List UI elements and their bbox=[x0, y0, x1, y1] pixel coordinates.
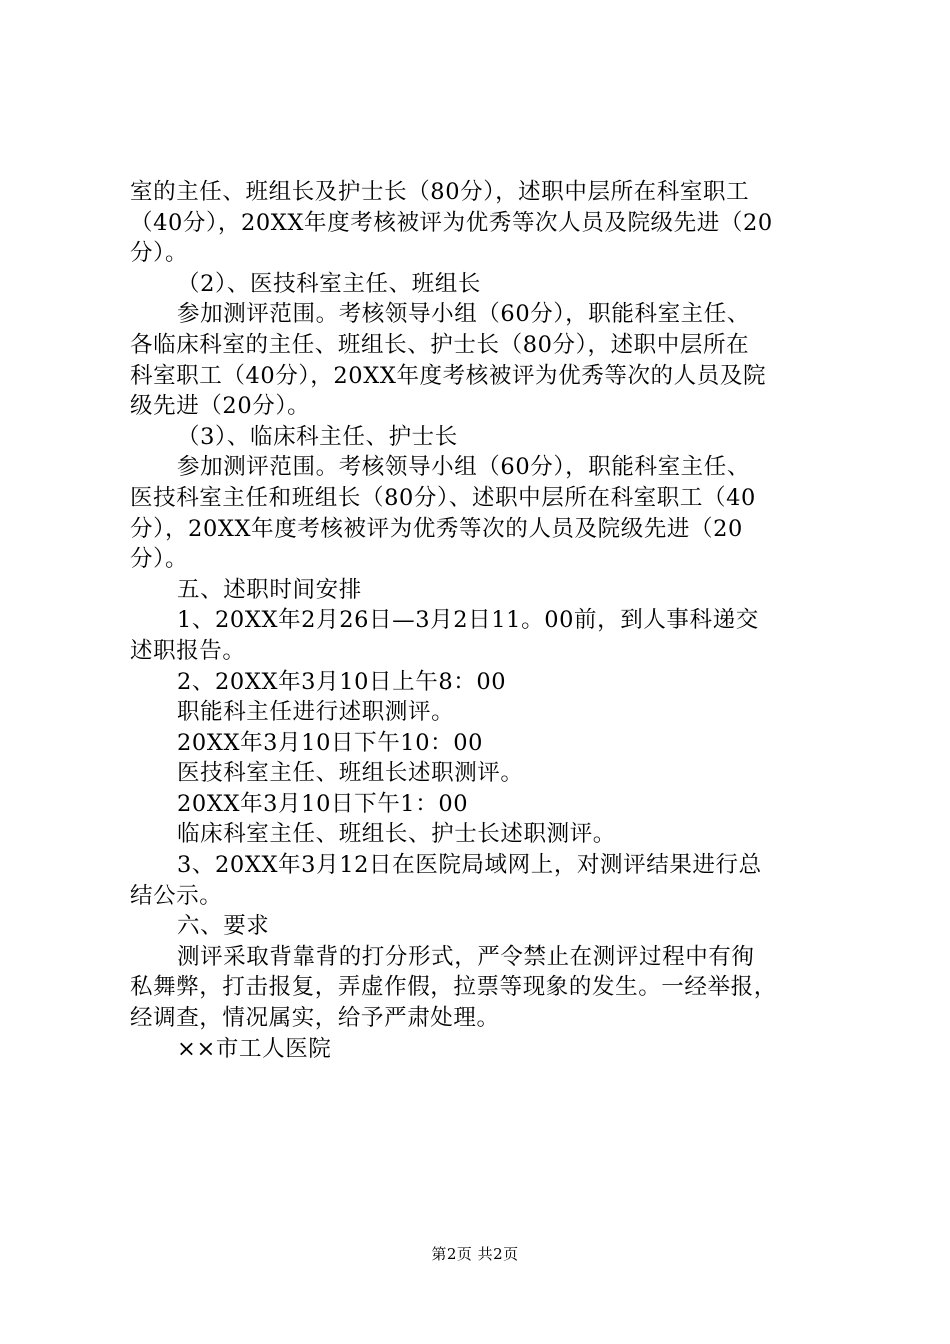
text-line: 私舞弊，打击报复，弄虚作假，拉票等现象的发生。一经举报， bbox=[130, 974, 777, 1001]
page-number-footer: 第2页 共2页 bbox=[431, 1245, 519, 1263]
section-heading: （3）、临床科主任、护士长 bbox=[177, 423, 458, 450]
section-heading: 六、要求 bbox=[177, 913, 270, 940]
text-line: 述职报告。 bbox=[130, 637, 246, 664]
text-line: 20XX年3月10日下午1：00 bbox=[177, 790, 469, 817]
text-line: 分）。 bbox=[130, 546, 189, 573]
text-line: 医技科室主任、班组长述职测评。 bbox=[177, 760, 524, 787]
text-line: 科室职工（40分），20XX年度考核被评为优秀等次的人员及院 bbox=[130, 362, 767, 389]
text-line: （40分），20XX年度考核被评为优秀等次人员及院级先进（20 bbox=[130, 209, 773, 236]
text-line: 临床科室主任、班组长、护士长述职测评。 bbox=[177, 821, 616, 848]
text-line: 级先进（20分）。 bbox=[130, 393, 311, 420]
text-line: 20XX年3月10日下午10：00 bbox=[177, 729, 484, 756]
section-heading: （2）、医技科室主任、班组长 bbox=[177, 270, 481, 297]
text-line: 参加测评范围。考核领导小组（60分），职能科室主任、 bbox=[177, 454, 750, 481]
text-line: 经调查，情况属实，给予严肃处理。 bbox=[130, 1005, 500, 1032]
text-line: 3、20XX年3月12日在医院局域网上，对测评结果进行总 bbox=[177, 852, 762, 879]
text-line: 分）。 bbox=[130, 240, 189, 267]
text-line: 医技科室主任和班组长（80分）、述职中层所在科室职工（40 bbox=[130, 484, 756, 511]
text-line: 分），20XX年度考核被评为优秀等次的人员及院级先进（20 bbox=[130, 515, 743, 542]
text-line: 测评采取背靠背的打分形式，严令禁止在测评过程中有徇 bbox=[177, 943, 755, 970]
text-line: 室的主任、班组长及护士长（80分），述职中层所在科室职工 bbox=[130, 179, 750, 205]
text-line: 2、20XX年3月10日上午8：00 bbox=[177, 668, 507, 695]
document-body bbox=[130, 177, 835, 1064]
text-line: 参加测评范围。考核领导小组（60分），职能科室主任、 bbox=[177, 301, 750, 328]
text-line: 1、20XX年2月26日—3月2日11。00前，到人事科递交 bbox=[177, 607, 759, 634]
signature-line: ××市工人医院 bbox=[177, 1035, 332, 1062]
text-line: 各临床科室的主任、班组长、护士长（80分），述职中层所在 bbox=[130, 331, 750, 358]
section-heading: 五、述职时间安排 bbox=[177, 576, 362, 603]
text-line: 结公示。 bbox=[130, 882, 223, 909]
text-line: 职能科主任进行述职测评。 bbox=[177, 699, 455, 726]
